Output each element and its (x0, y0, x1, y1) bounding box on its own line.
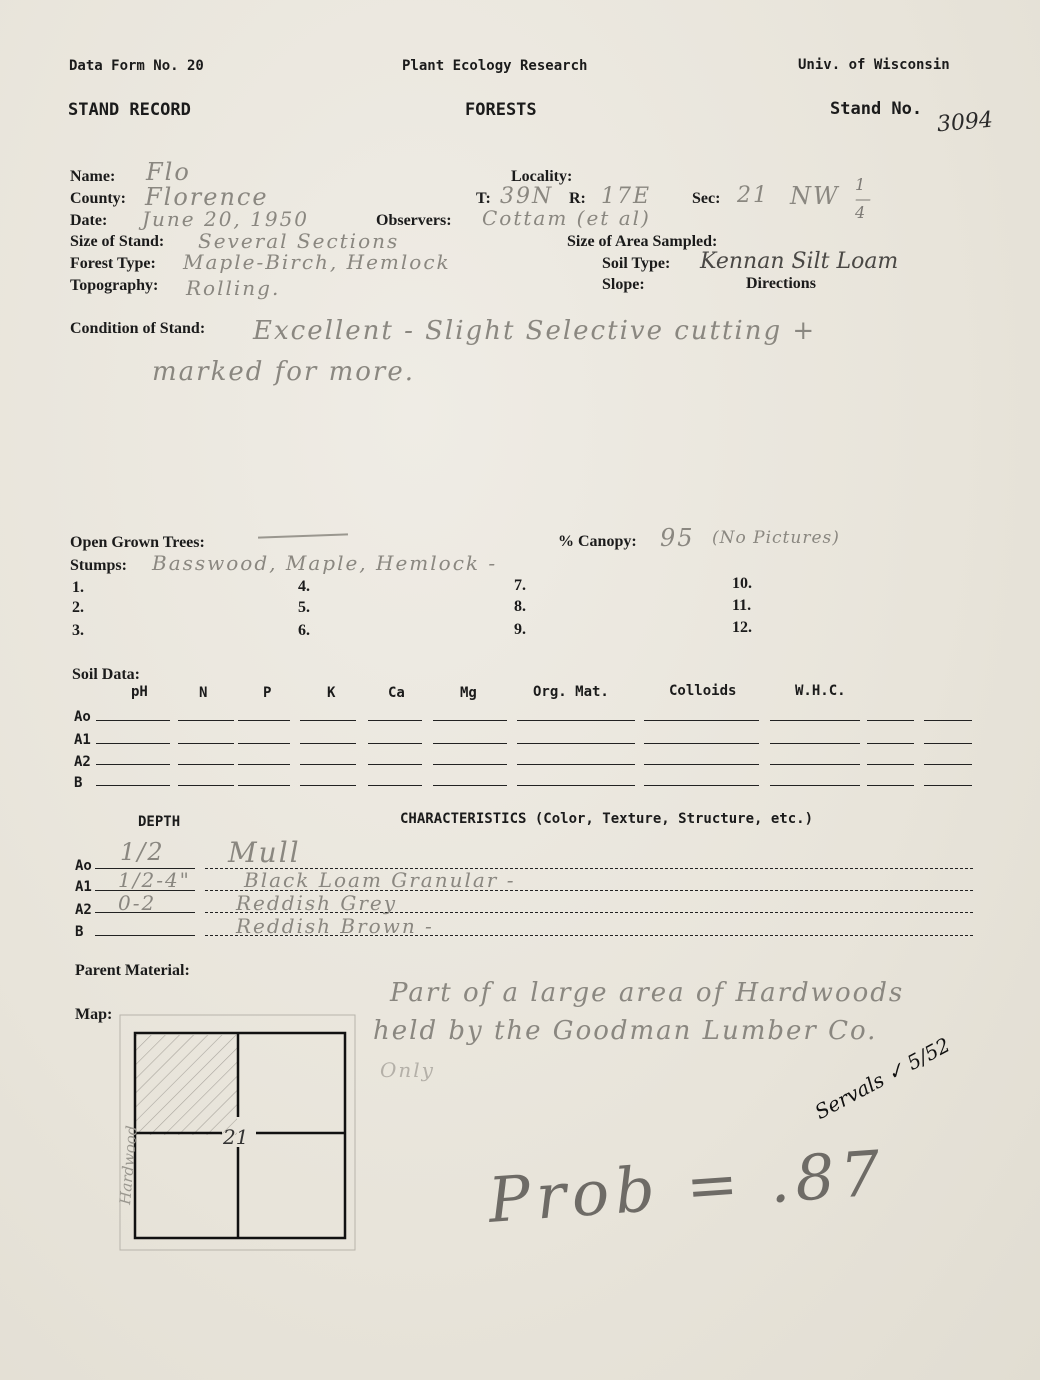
soil-blank-line (238, 764, 290, 765)
map-section-number: 21 (223, 1125, 249, 1149)
forest-type-label: Forest Type: (70, 255, 156, 272)
soil-blank-line (644, 720, 759, 721)
soil-type-label: Soil Type: (602, 255, 671, 272)
number-4: 4. (298, 578, 310, 595)
soil-blank-line (517, 743, 635, 744)
number-10: 10. (732, 575, 752, 592)
col-k: K (327, 685, 336, 701)
number-3: 3. (72, 622, 84, 639)
depth-label: DEPTH (138, 814, 181, 830)
slope-label: Slope: (602, 276, 645, 293)
soil-blank-line (238, 743, 290, 744)
profile-horizon-b: B (75, 924, 84, 940)
condition-value-line2: marked for more. (152, 357, 415, 387)
county-value: Florence (145, 183, 269, 211)
canopy-value: 95 (660, 524, 695, 552)
col-p: P (263, 685, 272, 701)
condition-label: Condition of Stand: (70, 320, 206, 337)
number-12: 12. (732, 619, 752, 636)
profile-horizon-a1: A1 (75, 879, 92, 895)
soil-blank-line (96, 764, 170, 765)
soil-blank-line (867, 764, 914, 765)
parent-material-label: Parent Material: (75, 962, 190, 979)
profile-char-b: Reddish Brown - (236, 914, 434, 938)
soil-blank-line (924, 720, 972, 721)
stumps-label: Stumps: (70, 557, 127, 574)
observers-value: Cottam (et al) (482, 206, 651, 230)
soil-blank-line (770, 720, 860, 721)
date-label: Date: (70, 212, 108, 229)
stand-no-value: 3094 (936, 107, 994, 138)
col-ca: Ca (388, 685, 405, 701)
soil-blank-line (433, 743, 507, 744)
soil-blank-line (517, 720, 635, 721)
open-grown-dash-icon (258, 533, 348, 538)
soil-blank-line (517, 785, 635, 786)
topography-label: Topography: (70, 277, 159, 294)
soil-blank-line (368, 743, 422, 744)
soil-blank-line (300, 720, 356, 721)
note-line-3: Only (380, 1058, 435, 1082)
map-side-note: Hardwood (116, 1124, 141, 1206)
canopy-label: % Canopy: (558, 533, 637, 550)
note-line-2: held by the Goodman Lumber Co. (373, 1016, 878, 1046)
soil-blank-line (924, 764, 972, 765)
soil-blank-line (644, 764, 759, 765)
range-value: 17E (601, 184, 652, 209)
stand-no-label: Stand No. (830, 99, 923, 119)
profile-depth-a1: 1/2-4" (118, 868, 191, 892)
stumps-value: Basswood, Maple, Hemlock - (152, 551, 498, 575)
quarter-fraction-icon: 1 — 4 (855, 175, 871, 222)
soil-blank-line (96, 785, 170, 786)
number-9: 9. (514, 621, 526, 638)
forest-type-value: Maple-Birch, Hemlock (183, 250, 451, 274)
soil-blank-line (368, 785, 422, 786)
size-of-stand-label: Size of Stand: (70, 233, 165, 250)
name-label: Name: (70, 168, 116, 185)
soil-blank-line (178, 743, 234, 744)
number-2: 2. (72, 599, 84, 616)
size-of-area-label: Size of Area Sampled: (567, 233, 718, 250)
col-n: N (199, 685, 208, 701)
size-of-stand-value: Several Sections (198, 229, 400, 253)
soil-type-value: Kennan Silt Loam (700, 249, 899, 274)
range-label: R: (569, 190, 586, 207)
forests-title: FORESTS (465, 100, 537, 120)
quarter-value: NW (790, 182, 840, 210)
soil-blank-line (368, 720, 422, 721)
characteristics-label: CHARACTERISTICS (Color, Texture, Structure, etc.) (400, 811, 814, 827)
section-map (110, 1005, 370, 1265)
soil-blank-line (96, 743, 170, 744)
map-hatched-quarter (135, 1035, 237, 1135)
soil-blank-line (433, 764, 507, 765)
number-7: 7. (514, 577, 526, 594)
section-value: 21 (737, 183, 769, 208)
col-ph: pH (131, 684, 148, 700)
soil-blank-line (433, 720, 507, 721)
stand-record-title: STAND RECORD (68, 100, 191, 120)
soil-horizon-a2: A2 (74, 754, 91, 770)
soil-blank-line (867, 720, 914, 721)
canopy-note: (No Pictures) (712, 528, 840, 548)
topography-value: Rolling. (186, 276, 281, 300)
soil-blank-line (238, 785, 290, 786)
number-6: 6. (298, 622, 310, 639)
university: Univ. of Wisconsin (798, 57, 950, 73)
col-org-mat: Org. Mat. (533, 684, 609, 700)
soil-blank-line (300, 785, 356, 786)
soil-blank-line (238, 720, 290, 721)
township-label: T: (476, 190, 491, 207)
organization: Plant Ecology Research (402, 58, 588, 74)
probability-note: Prob = .87 (485, 1136, 889, 1237)
signature: Servals ✓ 5/52 (810, 1032, 954, 1124)
number-5: 5. (298, 599, 310, 616)
profile-char-a2: Reddish Grey (236, 891, 398, 915)
county-label: County: (70, 190, 127, 207)
directions-label: Directions (746, 275, 816, 292)
map-label: Map: (75, 1006, 113, 1023)
col-colloids: Colloids (669, 683, 737, 699)
note-line-1: Part of a large area of Hardwoods (390, 978, 905, 1008)
soil-blank-line (770, 785, 860, 786)
open-grown-label: Open Grown Trees: (70, 534, 205, 551)
profile-depth-a2: 0-2 (118, 891, 157, 915)
number-8: 8. (514, 598, 526, 615)
soil-blank-line (178, 785, 234, 786)
col-whc: W.H.C. (795, 683, 846, 699)
soil-horizon-ao: Ao (74, 709, 91, 725)
soil-blank-line (433, 785, 507, 786)
soil-blank-line (867, 785, 914, 786)
soil-blank-line (300, 743, 356, 744)
soil-blank-line (368, 764, 422, 765)
profile-char-a1: Black Loam Granular - (244, 868, 516, 892)
soil-horizon-b: B (74, 775, 83, 791)
soil-horizon-a1: A1 (74, 732, 91, 748)
profile-depth-ao: 1/2 (120, 838, 165, 866)
soil-blank-line (517, 764, 635, 765)
soil-data-label: Soil Data: (72, 666, 140, 683)
soil-blank-line (867, 743, 914, 744)
date-value: June 20, 1950 (142, 207, 310, 231)
soil-blank-line (96, 720, 170, 721)
soil-blank-line (644, 785, 759, 786)
profile-horizon-a2: A2 (75, 902, 92, 918)
profile-char-ao: Mull (228, 836, 301, 869)
profile-horizon-ao: Ao (75, 858, 92, 874)
soil-blank-line (770, 743, 860, 744)
number-1: 1. (72, 579, 84, 596)
soil-blank-line (924, 785, 972, 786)
observers-label: Observers: (376, 212, 452, 229)
section-label: Sec: (692, 190, 721, 207)
township-value: 39N (500, 184, 554, 209)
form-number: Data Form No. 20 (69, 58, 204, 74)
number-11: 11. (732, 597, 752, 614)
soil-blank-line (178, 720, 234, 721)
soil-blank-line (770, 764, 860, 765)
soil-blank-line (924, 743, 972, 744)
soil-blank-line (300, 764, 356, 765)
col-mg: Mg (460, 685, 477, 701)
profile-depth-line-b (95, 935, 195, 936)
name-value: Flo (146, 158, 191, 186)
soil-blank-line (644, 743, 759, 744)
locality-label: Locality: (511, 168, 573, 185)
condition-value-line1: Excellent - Slight Selective cutting + (253, 316, 817, 346)
soil-blank-line (178, 764, 234, 765)
